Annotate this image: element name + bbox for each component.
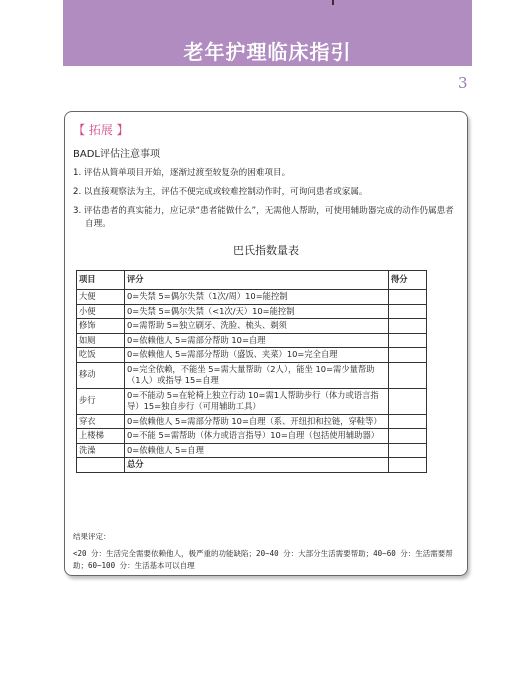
header-item: 项目	[77, 271, 125, 290]
row-result	[389, 333, 427, 348]
row-score: 0=依赖他人 5=需部分帮助 10=自理	[125, 333, 389, 348]
total-row	[77, 458, 427, 473]
page-title: 老年护理临床指引	[183, 40, 352, 64]
table-row	[77, 290, 427, 305]
table-row	[77, 443, 427, 458]
total-label: 总分	[125, 458, 389, 473]
row-result	[389, 414, 427, 429]
header-banner	[63, 0, 472, 66]
row-result	[389, 290, 427, 305]
row-result	[389, 304, 427, 319]
table-row	[77, 333, 427, 348]
row-score: 0=依赖他人 5=自理	[125, 443, 389, 458]
result-label: 结果评定：	[73, 532, 111, 541]
table-row	[77, 414, 427, 429]
row-score: 0=需帮助 5=独立刷牙、洗脸、梳头、剃须	[125, 319, 389, 334]
table-row	[77, 362, 427, 388]
total-result	[389, 458, 427, 473]
row-score: 0=不能动 5=在轮椅上独立行动 10=需1人帮助步行（体力或语言指导）15=独自步行（可用辅助工具）	[125, 388, 389, 414]
row-result	[389, 388, 427, 414]
header-result: 得分	[389, 271, 427, 290]
extension-panel	[64, 111, 468, 576]
row-item: 步行	[77, 388, 125, 414]
row-item: 修饰	[77, 319, 125, 334]
table-row	[77, 304, 427, 319]
page-number: 3	[458, 74, 468, 92]
barthel-table	[76, 270, 427, 473]
note-item: 1. 评估从简单项目开始，逐渐过渡至较复杂的困难项目。	[73, 168, 291, 178]
extension-label: 【 拓展 】	[73, 123, 129, 137]
row-item: 大便	[77, 290, 125, 305]
row-result	[389, 429, 427, 444]
section-title: BADL评估注意事项	[73, 149, 160, 160]
table-header-row	[77, 271, 427, 290]
row-item: 移动	[77, 362, 125, 388]
row-item: 洗澡	[77, 443, 125, 458]
row-score: 0=失禁 5=偶尔失禁（<1次/天）10=能控制	[125, 304, 389, 319]
note-item: 2. 以直接观察法为主，评估不便完成或较难控制动作时，可询问患者或家属。	[73, 187, 368, 197]
row-score: 0=不能 5=需帮助（体力或语言指导）10=自理（包括使用辅助器）	[125, 429, 389, 444]
row-item: 上楼梯	[77, 429, 125, 444]
row-result	[389, 319, 427, 334]
result-text: <20 分：生活完全需要依赖他人，极严重的功能缺陷；20~40 分：大部分生活需要帮助；40~60 分：生活需要帮助；60~100 分：生活基本可以自理	[73, 549, 453, 570]
row-result	[389, 348, 427, 363]
row-result	[389, 443, 427, 458]
row-item: 小便	[77, 304, 125, 319]
table-row	[77, 429, 427, 444]
row-score: 0=依赖他人 5=需部分帮助（盛饭、夹菜）10=完全自理	[125, 348, 389, 363]
row-item: 吃饭	[77, 348, 125, 363]
total-empty-cell	[77, 458, 125, 473]
table-title: 巴氏指数量表	[233, 244, 299, 257]
row-score: 0=依赖他人 5=需部分帮助 10=自理（系、开纽扣和拉链，穿鞋等）	[125, 414, 389, 429]
table-row	[77, 319, 427, 334]
table-row	[77, 388, 427, 414]
row-item: 穿衣	[77, 414, 125, 429]
notes-list	[73, 167, 458, 237]
row-score: 0=完全依赖，不能坐 5=需大量帮助（2人），能坐 10=需少量帮助（1人）或指导 15=自理	[125, 362, 389, 388]
row-item: 如厕	[77, 333, 125, 348]
note-item: 3. 评估患者的真实能力，应记录“患者能做什么”，无需他人帮助，可使用辅助器完成的动作仍属患者自理。	[73, 206, 454, 229]
table-row	[77, 348, 427, 363]
binding-mark	[332, 0, 334, 5]
row-score: 0=失禁 5=偶尔失禁（1次/周）10=能控制	[125, 290, 389, 305]
header-score: 评分	[125, 271, 389, 290]
row-result	[389, 362, 427, 388]
